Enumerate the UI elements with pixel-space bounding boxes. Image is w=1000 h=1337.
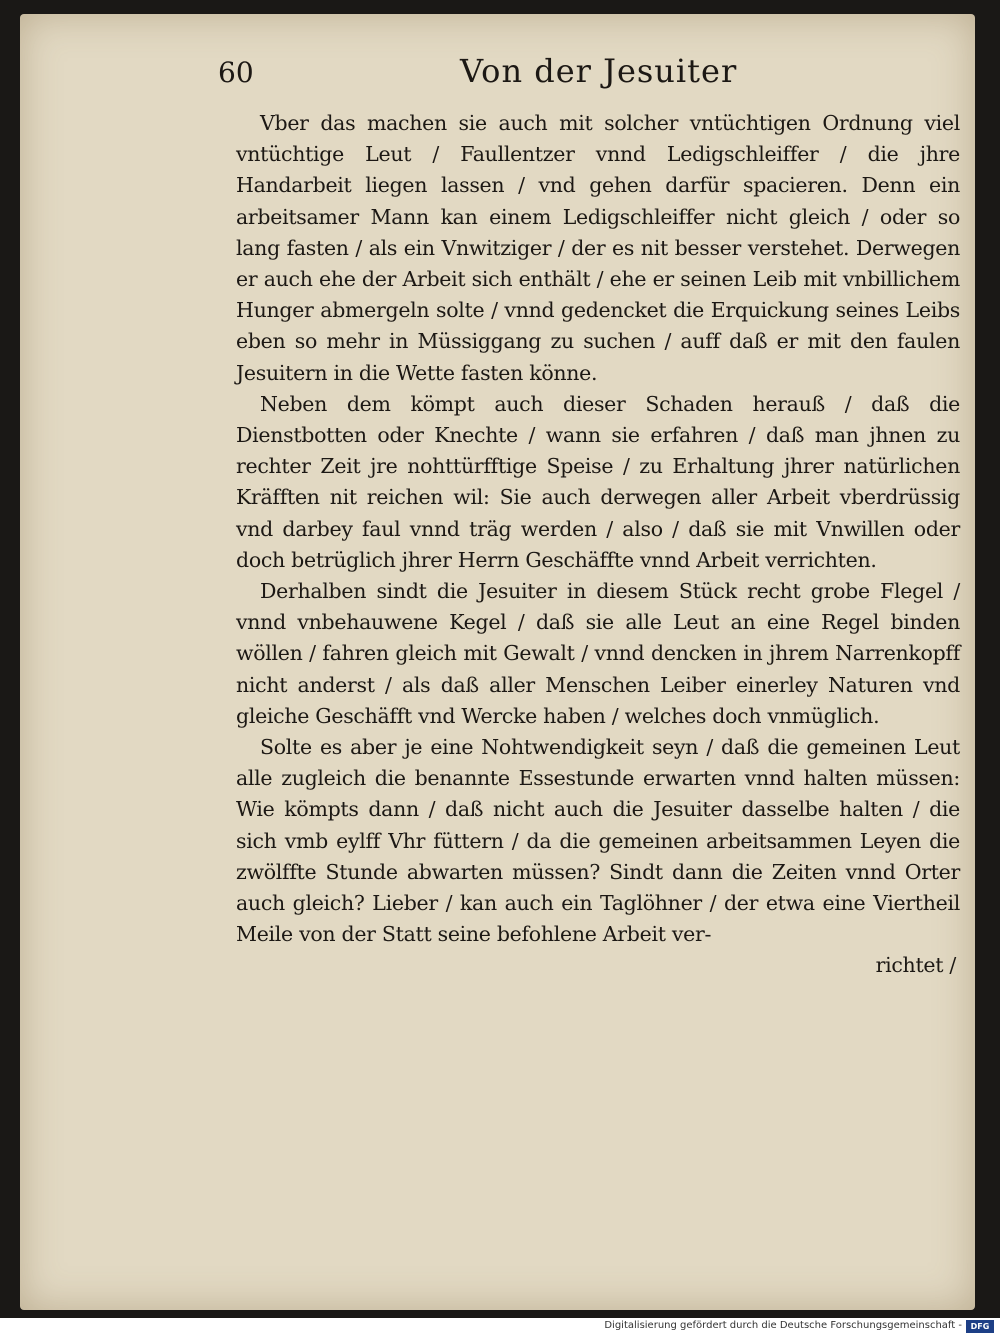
body-text [236,108,960,982]
paragraph-2: Neben dem kömpt auch dieser Schaden herauß / daß die Dienstbotten oder Knechte / wann sie erfahren / daß man jhnen zu rechter Zeit jre nohttürfftige Speise / zu Erhaltung jhrer natürlichen Kräfften nit reichen wil: Sie auch derwegen aller Arbeit vberdrüssig vnd darbey faul vnnd träg werden / also / daß sie mit Vnwillen oder doch betrüglich jhrer Herrn Geschäffte vnnd Arbeit verrichten. [236,391,960,572]
footer-credit: Digitalisierung gefördert durch die Deutsche Forschungsgemeinschaft - [604,1320,962,1331]
running-head: Von der Jesuiter [460,52,738,90]
paragraph-4: Solte es aber je eine Nohtwendigkeit seyn / daß die gemeinen Leut alle zugleich die benannte Essestunde erwarten vnnd halten müssen: Wie kömpts dann / daß nicht auch die Jesuiter dasselbe halten / die sich vmb eylff Vhr füttern / da die gemeinen arbeitsammen Leyen die zwölffte Stunde abwarten müssen? Sindt dann die Zeiten vnnd Orter auch gleich? Lieber / kan auch ein Taglöhner / der etwa eine Viertheil Meile von der Statt seine befohlene Arbeit ver- [236,735,960,947]
dfg-logo: DFG [966,1320,994,1333]
catchword: richtet / [875,953,956,978]
paragraph-3: Derhalben sindt die Jesuiter in diesem Stück recht grobe Flegel / vnnd vnbehauwene Kegel / daß sie alle Leut an eine Regel binden wöllen / fahren gleich mit Gewalt / vnnd dencken in jhrem Narrenkopff nicht anderst / als daß aller Menschen Leiber einerley Naturen vnd gleiche Geschäfft vnd Wercke haben / welches doch vnmüglich. [236,579,960,728]
page-number: 60 [218,56,254,89]
paragraph-1: Vber das machen sie auch mit solcher vntüchtigen Ordnung viel vntüchtige Leut / Faullentzer vnnd Ledigschleiffer / die jhre Handarbeit liegen lassen / vnd gehen darfür spacieren. Denn ein arbeitsamer Mann kan einem Ledigschleiffer nicht gleich / oder so lang fasten / als ein Vnwitziger / der es nit besser verstehet. Derwegen er auch ehe der Arbeit sich enthält / ehe er seinen Leib mit vnbillichem Hunger abmergeln solte / vnnd gedencket die Erquickung seines Leibs eben so mehr in Müssiggang zu suchen / auff daß er mit den faulen Jesuitern in die Wette fasten könne. [236,111,960,385]
